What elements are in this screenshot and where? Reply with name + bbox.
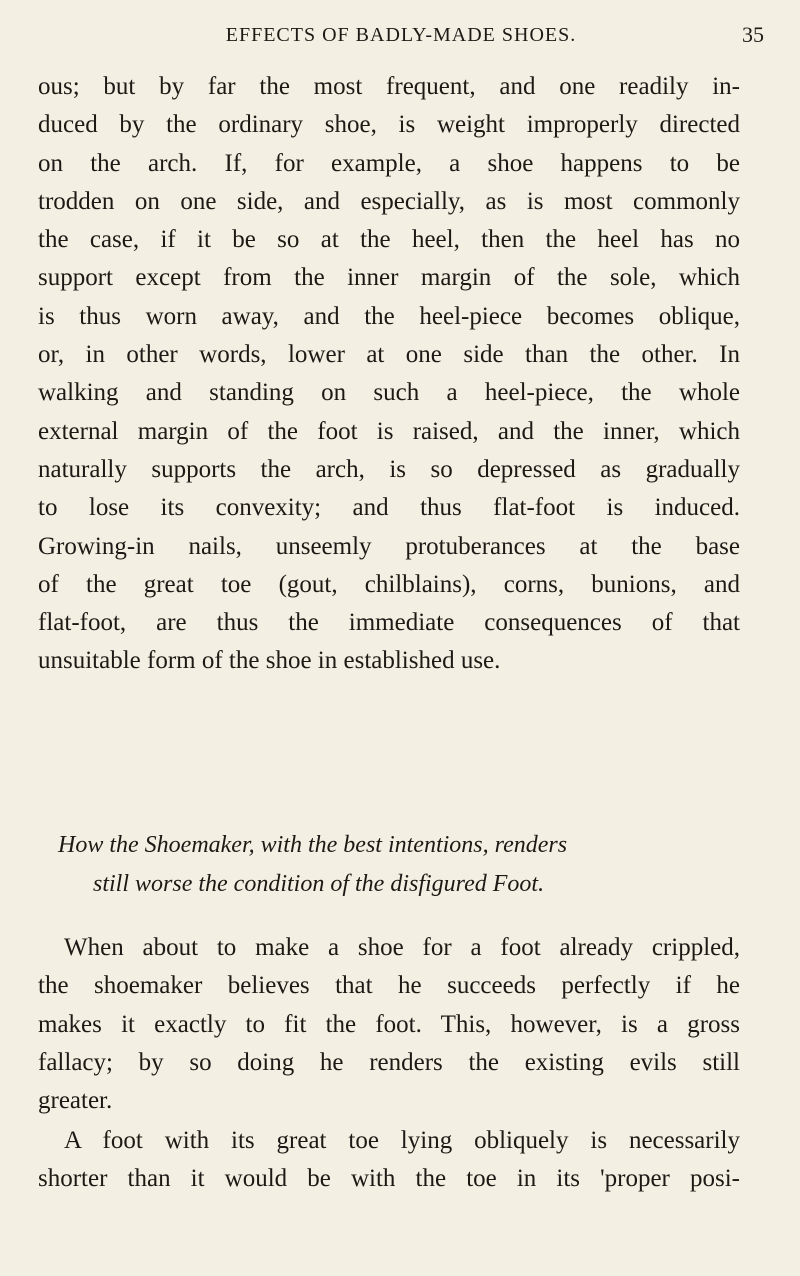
text-line: ous; but by far the most frequent, and one readily in-: [38, 73, 740, 100]
text-line: to lose its convexity; and thus flat-foot is induced.: [38, 494, 740, 522]
text-line: A foot with its great toe lying obliquely is necessarily: [64, 1127, 740, 1154]
text-line: duced by the ordinary shoe, is weight improperly directed: [38, 111, 740, 139]
text-line: or, in other words, lower at one side than the other. In: [38, 341, 740, 369]
text-line: of the great toe (gout, chilblains), corns, bunions, and: [38, 570, 740, 598]
text-line: is thus worn away, and the heel-piece becomes oblique,: [38, 302, 740, 330]
text-line: Growing-in nails, unseemly protuberances at the base: [38, 532, 740, 560]
paragraph-3: [38, 1122, 740, 1199]
text-line: on the arch. If, for example, a shoe happens to be: [38, 149, 740, 177]
heading-line: still worse the condition of the disfigured Foot.: [93, 871, 545, 897]
section-heading: [58, 826, 738, 904]
heading-line: How the Shoemaker, with the best intentions, renders: [58, 832, 568, 858]
text-line: external margin of the foot is raised, and the inner, which: [38, 417, 740, 445]
paragraph-2: [38, 929, 740, 1120]
text-line: makes it exactly to fit the foot. This, however, is a gross: [38, 1010, 740, 1038]
text-line: trodden on one side, and especially, as is most commonly: [38, 187, 740, 215]
text-line: the case, if it be so at the heel, then the heel has no: [38, 226, 740, 254]
text-line: flat-foot, are thus the immediate consequences of that: [38, 609, 740, 637]
running-title: EFFECTS OF BADLY-MADE SHOES.: [225, 24, 577, 46]
text-line: naturally supports the arch, is so depressed as gradually: [38, 455, 740, 483]
text-line: shorter than it would be with the toe in its 'proper posi-: [38, 1165, 740, 1193]
text-line: unsuitable form of the shoe in established use.: [38, 647, 501, 675]
running-head: [38, 20, 764, 54]
text-line: When about to make a shoe for a foot already crippled,: [64, 934, 740, 961]
text-line: greater.: [38, 1087, 113, 1115]
page-number: 35: [742, 22, 764, 47]
paragraph-1: [38, 68, 740, 681]
text-line: the shoemaker believes that he succeeds perfectly if he: [38, 972, 740, 1000]
text-line: support except from the inner margin of the sole, which: [38, 264, 740, 292]
text-line: walking and standing on such a heel-piece, the whole: [38, 379, 740, 407]
text-line: fallacy; by so doing he renders the existing evils still: [38, 1048, 740, 1076]
